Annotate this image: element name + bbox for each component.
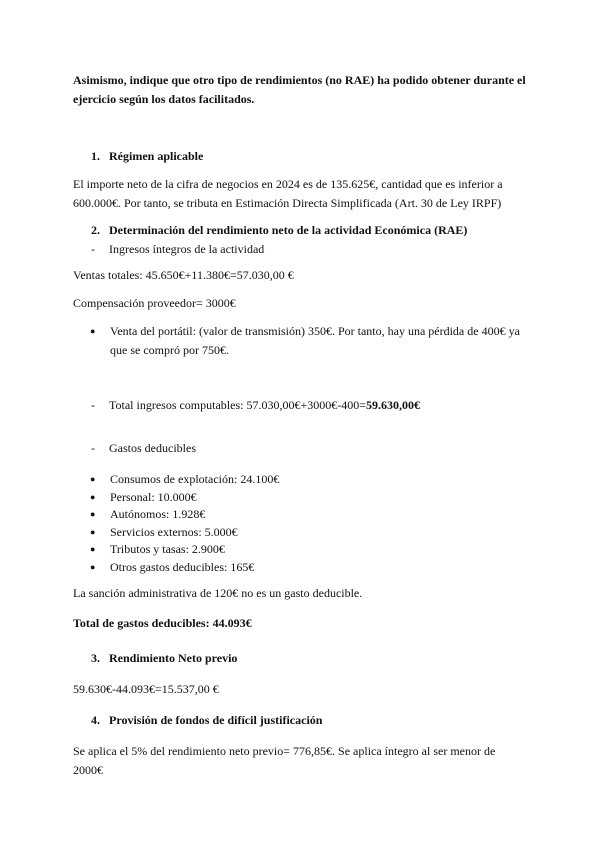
list-item: ● Consumos de explotación: 24.100€ (90, 471, 528, 489)
list-item: ● Autónomos: 1.928€ (90, 506, 528, 524)
ingresos-subheading (91, 240, 528, 259)
section-4-title: Provisión de fondos de difícil justificación (109, 713, 323, 727)
section-3-heading (91, 649, 528, 668)
section-3-title: Rendimiento Neto previo (109, 651, 238, 665)
section-4-number: 4. (91, 713, 100, 727)
dash-marker: - (91, 242, 95, 256)
section-4-heading (91, 711, 528, 730)
dash-marker: - (91, 441, 95, 455)
dash-marker: - (91, 398, 95, 412)
section-1-heading (91, 147, 528, 166)
section-1-paragraph: El importe neto de la cifra de negocios en 2024 es de 135.625€, cantidad que es inferior a 600.000€. Por tanto, se tributa en Estimación Directa Simplificada (Art. 30 de Ley IRPF) (73, 177, 503, 210)
section-3-number: 3. (91, 651, 100, 665)
gastos-subheading (91, 439, 528, 458)
section-1-number: 1. (91, 149, 100, 163)
ventas-line: Ventas totales: 45.650€+11.380€=57.030,00 € (73, 268, 294, 282)
sancion-line: La sanción administrativa de 120€ no es un gasto deducible. (73, 586, 363, 600)
section-4-paragraph: Se aplica el 5% del rendimiento neto previo= 776,85€. Se aplica íntegro al ser menor de 2000€ (73, 744, 496, 777)
ingresos-label: Ingresos íntegros de la actividad (109, 242, 265, 256)
portatil-bullet: ● Venta del portátil: (valor de transmisión) 350€. Por tanto, hay una pérdida de 400€ ya que se compró por 750€. (90, 322, 528, 360)
gastos-label: Gastos deducibles (109, 441, 196, 455)
list-item: ● Servicios externos: 5.000€ (90, 524, 528, 542)
list-item: ● Personal: 10.000€ (90, 489, 528, 507)
total-ingresos-line (91, 396, 528, 415)
section-2-heading (91, 221, 528, 240)
total-gastos-line: Total de gastos deducibles: 44.093€ (73, 616, 252, 630)
total-ingresos-value: 59.630,00€ (366, 398, 420, 412)
section-2-number: 2. (91, 223, 100, 237)
section-2-title: Determinación del rendimiento neto de la actividad Económica (RAE) (109, 223, 468, 237)
list-item: ● Tributos y tasas: 2.900€ (90, 541, 528, 559)
section-1-title: Régimen aplicable (109, 149, 204, 163)
gastos-list (90, 471, 528, 577)
section-3-paragraph: 59.630€-44.093€=15.537,00 € (73, 682, 219, 696)
intro-paragraph: Asimismo, indique que otro tipo de rendimientos (no RAE) ha podido obtener durante el ejercicio según los datos facilitados. (73, 73, 526, 106)
compensacion-line: Compensación proveedor= 3000€ (73, 296, 236, 310)
total-ingresos-text: Total ingresos computables: 57.030,00€+3000€-400= (109, 398, 366, 412)
list-item: ● Otros gastos deducibles: 165€ (90, 559, 528, 577)
